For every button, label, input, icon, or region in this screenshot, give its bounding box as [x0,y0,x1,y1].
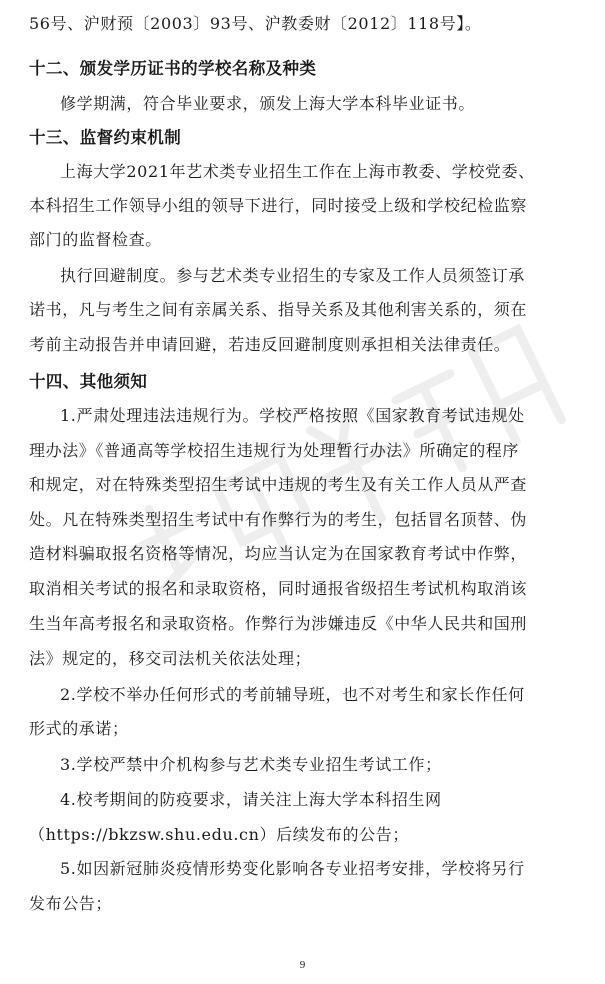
paragraph-line: 考前主动报告并申请回避，若违反回避制度则承担相关法律责任。 [29,335,511,354]
paragraph-line: 生当年高考报名和录取资格。作弊行为涉嫌违反《中华人民共和国刑 [29,614,528,633]
paragraph-line: 部门的监督检查。 [29,230,162,249]
paragraph-line: 和规定，对在特殊类型招生考试中违规的考生及有关工作人员从严查 [29,475,528,494]
list-item-line: 3.学校严禁中介机构参与艺术类专业招生考试工作； [60,755,442,774]
paragraph-line: 理办法》《普通高等学校招生违规行为处理暂行办法》所确定的程序 [29,441,520,460]
paragraph-line: 诺书，凡与考生之间有亲属关系、指导关系及其他利害关系的，须在 [29,300,528,319]
url-line: （https://bkzsw.shu.edu.cn）后续发布的公告； [29,825,409,844]
paragraph-line: 发布公告； [29,894,113,913]
page-number: 9 [299,959,306,971]
list-item-line: 4.校考期间的防疫要求，请关注上海大学本科招生网 [60,790,442,809]
paragraph-line: 本科招生工作领导小组的领导下进行，同时接受上级和学校纪检监察 [29,196,528,215]
list-item-line: 1.严肃处理违法违规行为。学校严格按照《国家教育考试违规处 [60,406,525,425]
paragraph-line: 取消相关考试的报名和录取资格，同时通报省级招生考试机构取消该 [29,579,528,598]
paragraph-line: 修学期满，符合毕业要求，颁发上海大学本科毕业证书。 [60,94,476,113]
paragraph-line: 处。凡在特殊类型招生考试中有作弊行为的考生，包括冒名顶替、伪 [29,510,528,529]
section-heading-12: 十二、颁发学历证书的学校名称及种类 [29,59,317,78]
paragraph-line: 造材料骗取报名资格等情况，均应当认定为在国家教育考试中作弊， [29,544,528,563]
text-line-continuation: 56号、沪财预〔2003〕93号、沪教委财〔2012〕118号】。 [29,14,482,33]
section-heading-14: 十四、其他须知 [29,372,148,391]
paragraph-line: 形式的承诺； [29,719,129,738]
list-item-line: 2.学校不举办任何形式的考前辅导班，也不对考生和家长作任何 [60,685,525,704]
list-item-line: 5.如因新冠肺炎疫情形势变化影响各专业招考安排，学校将另行 [60,859,525,878]
section-heading-13: 十三、监督约束机制 [29,128,182,147]
paragraph-line: 法》规定的，移交司法机关依法处理； [29,649,312,668]
paragraph-line: 上海大学2021年艺术类专业招生工作在上海市教委、学校党委、 [60,162,535,181]
paragraph-line: 执行回避制度。参与艺术类专业招生的专家及工作人员须签订承 [60,266,525,285]
